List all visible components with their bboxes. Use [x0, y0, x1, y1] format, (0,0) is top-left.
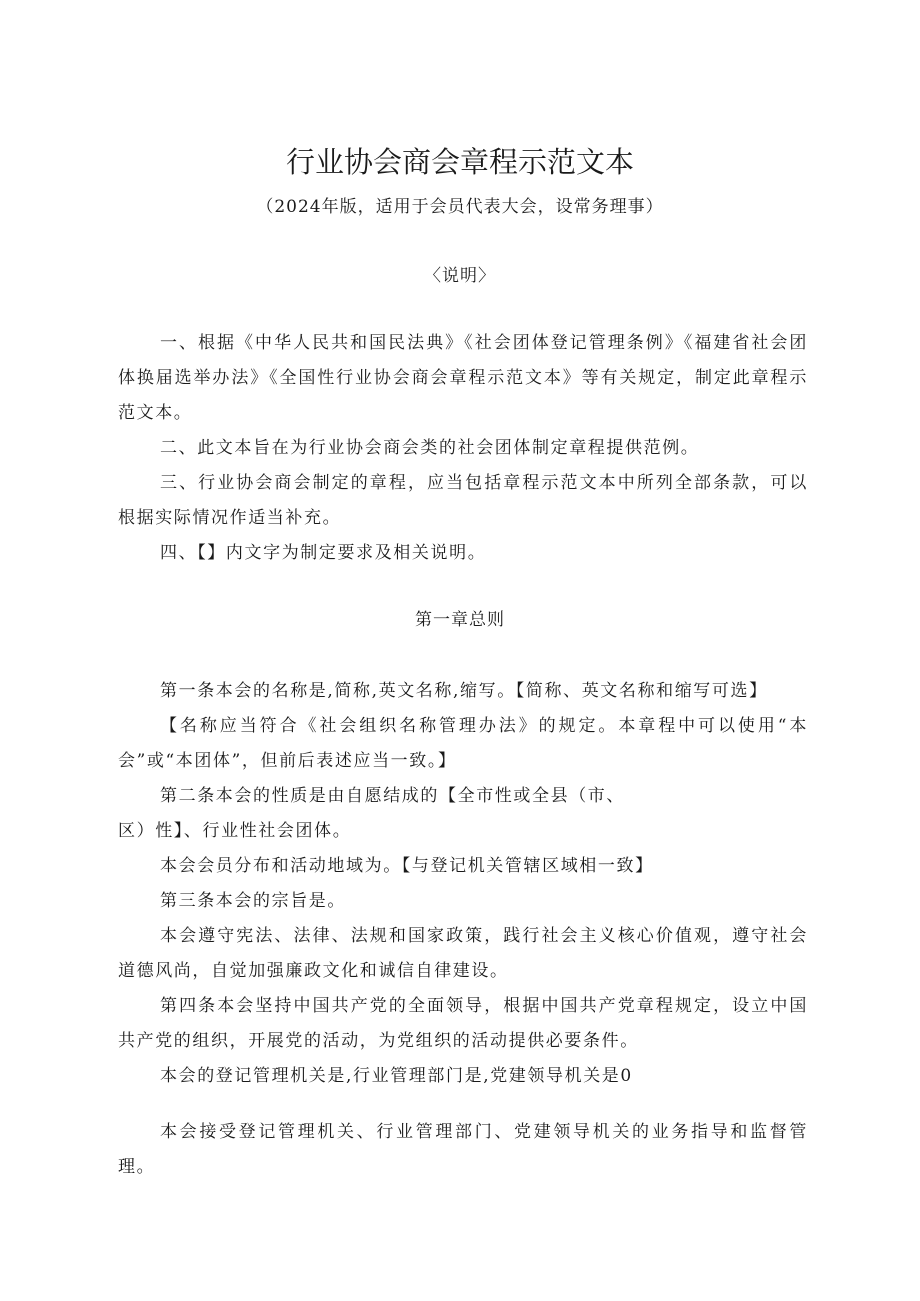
document-title: 行业协会商会章程示范文本 [285, 145, 634, 179]
article-1: 第一条本会的名称是,简称,英文名称,缩写。【简称、英文名称和缩写可选】 [160, 681, 768, 701]
explanation-item-3: 三、行业协会商会制定的章程，应当包括章程示范文本中所列全部条款，可以根据实际情况作适当补充。 [118, 473, 808, 528]
article-1-note: 【名称应当符合《社会组织名称管理办法》的规定。本章程中可以使用“本会”或“本团体”，但前后表述应当一致。】 [118, 716, 808, 771]
document-subtitle: （2024年版，适用于会员代表大会，设常务理事） [256, 197, 664, 217]
supervision-statement: 本会接受登记管理机关、行业管理部门、党建领导机关的业务指导和监督管理。 [118, 1122, 808, 1177]
explanation-item-1: 一、根据《中华人民共和国民法典》《社会团体登记管理条例》《福建省社会团体换届选举办法》《全国性行业协会商会章程示范文本》等有关规定，制定此章程示范文本。 [118, 333, 808, 423]
member-region: 本会会员分布和活动地域为。【与登记机关管辖区域相一致】 [160, 856, 654, 876]
explanation-item-2: 二、此文本旨在为行业协会商会类的社会团体制定章程提供范例。 [160, 438, 700, 458]
article-4: 第四条本会坚持中国共产党的全面领导，根据中国共产党章程规定，设立中国共产党的组织，开展党的活动，为党组织的活动提供必要条件。 [118, 996, 808, 1051]
explanation-item-4: 四、【】内文字为制定要求及相关说明。 [160, 543, 487, 563]
explanation-heading: 〈说明〉 [424, 266, 496, 286]
chapter-heading: 第一章总则 [415, 610, 505, 630]
article-2: 第二条本会的性质是由自愿结成的【全市性或全县（市、 [160, 786, 625, 806]
article-2-continued: 区）性】、行业性社会团体。 [118, 821, 352, 841]
article-3: 第三条本会的宗旨是。 [160, 891, 346, 911]
article-3-detail: 本会遵守宪法、法律、法规和国家政策，践行社会主义核心价值观，遵守社会道德风尚，自觉加强廉政文化和诚信自律建设。 [118, 926, 808, 981]
supervising-authorities: 本会的登记管理机关是,行业管理部门是,党建领导机关是0 [160, 1066, 633, 1086]
